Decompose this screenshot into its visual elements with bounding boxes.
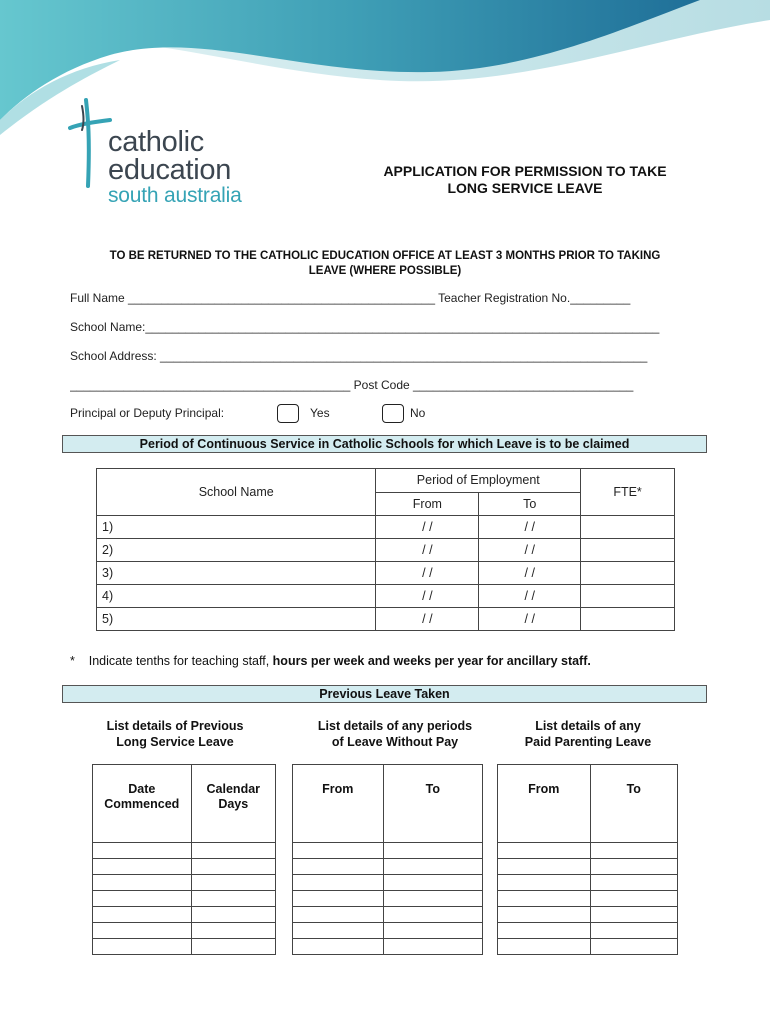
blank-entry-cell[interactable] bbox=[383, 907, 482, 923]
logo-text-catholic: catholic bbox=[108, 126, 204, 158]
blank-entry-cell[interactable] bbox=[498, 939, 591, 955]
blank-entry-cell[interactable] bbox=[590, 843, 677, 859]
blank-entry-cell[interactable] bbox=[191, 891, 275, 907]
to-date-cell[interactable]: / / bbox=[479, 516, 581, 539]
table-row bbox=[97, 562, 675, 585]
return-instruction bbox=[60, 249, 710, 279]
col-date-commenced-line2: Commenced bbox=[104, 797, 180, 811]
return-note-line-1: TO BE RETURNED TO THE CATHOLIC EDUCATION OFFICE AT LEAST 3 MONTHS PRIOR TO TAKING bbox=[109, 250, 661, 262]
table-row bbox=[498, 891, 678, 907]
group-long-service-heading bbox=[85, 718, 265, 750]
fte-cell[interactable] bbox=[581, 585, 675, 608]
col-to: To bbox=[479, 492, 581, 516]
col-fte: FTE* bbox=[581, 469, 675, 516]
blank-entry-cell[interactable] bbox=[383, 923, 482, 939]
blank-entry-cell[interactable] bbox=[498, 875, 591, 891]
blank-entry-cell[interactable] bbox=[590, 875, 677, 891]
table-row bbox=[498, 875, 678, 891]
blank-entry-cell[interactable] bbox=[293, 843, 384, 859]
blank-entry-cell[interactable] bbox=[498, 907, 591, 923]
school-address-field[interactable]: School Address: _________________________________________________________________________ bbox=[70, 349, 648, 363]
blank-entry-cell[interactable] bbox=[191, 859, 275, 875]
col-lwop-from: From bbox=[293, 765, 384, 843]
col-from: From bbox=[376, 492, 479, 516]
yes-label: Yes bbox=[310, 406, 330, 420]
col-calendar-days bbox=[191, 765, 275, 843]
col-calendar-days-line1: Calendar bbox=[206, 782, 261, 796]
blank-entry-cell[interactable] bbox=[191, 939, 275, 955]
blank-entry-cell[interactable] bbox=[93, 843, 192, 859]
logo-text-education: education bbox=[108, 154, 232, 186]
blank-entry-cell[interactable] bbox=[383, 859, 482, 875]
blank-entry-cell[interactable] bbox=[191, 843, 275, 859]
table-row bbox=[93, 939, 276, 955]
to-date-cell[interactable]: / / bbox=[479, 585, 581, 608]
table-row bbox=[498, 859, 678, 875]
service-section-heading: Period of Continuous Service in Catholic Schools for which Leave is to be claimed bbox=[62, 435, 707, 453]
group3-title-line2: Paid Parenting Leave bbox=[524, 735, 652, 749]
blank-entry-cell[interactable] bbox=[498, 923, 591, 939]
table-row bbox=[293, 843, 483, 859]
table-row bbox=[93, 843, 276, 859]
from-date-cell[interactable]: / / bbox=[376, 516, 479, 539]
blank-entry-cell[interactable] bbox=[293, 891, 384, 907]
blank-entry-cell[interactable] bbox=[383, 843, 482, 859]
to-date-cell[interactable]: / / bbox=[479, 539, 581, 562]
row-number[interactable]: 1) bbox=[97, 516, 376, 539]
table-row bbox=[93, 907, 276, 923]
blank-entry-cell[interactable] bbox=[93, 859, 192, 875]
blank-entry-cell[interactable] bbox=[498, 859, 591, 875]
table-row bbox=[97, 585, 675, 608]
blank-entry-cell[interactable] bbox=[590, 907, 677, 923]
fte-cell[interactable] bbox=[581, 608, 675, 631]
blank-entry-cell[interactable] bbox=[93, 923, 192, 939]
footnote-prefix: * Indicate tenths for teaching staff, bbox=[70, 654, 273, 668]
to-date-cell[interactable]: / / bbox=[479, 562, 581, 585]
group3-title-line1: List details of any bbox=[535, 719, 641, 733]
no-checkbox[interactable] bbox=[382, 404, 404, 423]
from-date-cell[interactable]: / / bbox=[376, 585, 479, 608]
blank-entry-cell[interactable] bbox=[383, 875, 482, 891]
principal-label: Principal or Deputy Principal: bbox=[70, 406, 225, 420]
blank-entry-cell[interactable] bbox=[293, 875, 384, 891]
logo-text-south-australia: south australia bbox=[108, 184, 242, 207]
table-row bbox=[93, 923, 276, 939]
no-label: No bbox=[410, 406, 426, 420]
col-parenting-to: To bbox=[590, 765, 677, 843]
table-row bbox=[498, 843, 678, 859]
post-code-field[interactable]: __________________________________________ Post Code _________________________________ bbox=[70, 378, 634, 392]
title-line-2: LONG SERVICE LEAVE bbox=[447, 180, 603, 196]
group-leave-without-pay-heading bbox=[290, 718, 500, 750]
blank-entry-cell[interactable] bbox=[93, 907, 192, 923]
blank-entry-cell[interactable] bbox=[293, 859, 384, 875]
footnote-bold: hours per week and weeks per year for ancillary staff. bbox=[272, 654, 591, 668]
blank-entry-cell[interactable] bbox=[590, 939, 677, 955]
group-parenting-leave-heading bbox=[498, 718, 678, 750]
fte-footnote bbox=[70, 654, 591, 668]
group1-title-line1: List details of Previous bbox=[106, 719, 244, 733]
col-lwop-to: To bbox=[383, 765, 482, 843]
blank-entry-cell[interactable] bbox=[191, 907, 275, 923]
leave-without-pay-table bbox=[292, 764, 483, 955]
return-note-line-2: LEAVE (WHERE POSSIBLE) bbox=[308, 265, 462, 277]
from-date-cell[interactable]: / / bbox=[376, 608, 479, 631]
col-period-of-employment: Period of Employment bbox=[376, 469, 581, 493]
previous-leave-heading: Previous Leave Taken bbox=[62, 685, 707, 703]
header-wave-banner bbox=[0, 0, 770, 140]
blank-entry-cell[interactable] bbox=[93, 939, 192, 955]
blank-rows bbox=[293, 843, 483, 955]
table-row bbox=[93, 875, 276, 891]
table-row bbox=[498, 923, 678, 939]
row-number[interactable]: 3) bbox=[97, 562, 376, 585]
blank-entry-cell[interactable] bbox=[383, 891, 482, 907]
blank-entry-cell[interactable] bbox=[93, 891, 192, 907]
table-row bbox=[293, 907, 483, 923]
col-date-commenced-line1: Date bbox=[128, 782, 156, 796]
table-row bbox=[93, 859, 276, 875]
table-row bbox=[498, 939, 678, 955]
service-table bbox=[96, 468, 675, 631]
table-row bbox=[498, 907, 678, 923]
blank-entry-cell[interactable] bbox=[590, 923, 677, 939]
school-name-field[interactable]: School Name:_____________________________________________________________________________ bbox=[70, 320, 660, 334]
row-number[interactable]: 4) bbox=[97, 585, 376, 608]
from-date-cell[interactable]: / / bbox=[376, 562, 479, 585]
blank-entry-cell[interactable] bbox=[293, 939, 384, 955]
group1-title-line2: Long Service Leave bbox=[116, 735, 234, 749]
blank-rows bbox=[498, 843, 678, 955]
blank-entry-cell[interactable] bbox=[383, 939, 482, 955]
row-number[interactable]: 5) bbox=[97, 608, 376, 631]
document-title bbox=[340, 163, 710, 197]
col-date-commenced bbox=[93, 765, 192, 843]
table-row bbox=[293, 939, 483, 955]
group2-title-line2: of Leave Without Pay bbox=[331, 735, 459, 749]
long-service-leave-table bbox=[92, 764, 276, 955]
row-number[interactable]: 2) bbox=[97, 539, 376, 562]
fte-cell[interactable] bbox=[581, 562, 675, 585]
blank-entry-cell[interactable] bbox=[93, 875, 192, 891]
blank-entry-cell[interactable] bbox=[498, 891, 591, 907]
from-date-cell[interactable]: / / bbox=[376, 539, 479, 562]
col-school-name: School Name bbox=[97, 469, 376, 516]
table-row bbox=[293, 891, 483, 907]
blank-entry-cell[interactable] bbox=[590, 891, 677, 907]
full-name-field[interactable]: Full Name ______________________________________________ Teacher Registration No._________ bbox=[70, 291, 631, 305]
table-row bbox=[93, 891, 276, 907]
blank-entry-cell[interactable] bbox=[590, 859, 677, 875]
blank-entry-cell[interactable] bbox=[293, 923, 384, 939]
table-row bbox=[293, 859, 483, 875]
table-row bbox=[97, 608, 675, 631]
cross-logo-icon bbox=[68, 98, 112, 188]
col-parenting-from: From bbox=[498, 765, 591, 843]
parenting-leave-table bbox=[497, 764, 678, 955]
table-row bbox=[97, 539, 675, 562]
yes-checkbox[interactable] bbox=[277, 404, 299, 423]
blank-entry-cell[interactable] bbox=[191, 875, 275, 891]
blank-entry-cell[interactable] bbox=[293, 907, 384, 923]
col-calendar-days-line2: Days bbox=[218, 797, 249, 811]
table-row bbox=[293, 875, 483, 891]
fte-cell[interactable] bbox=[581, 539, 675, 562]
blank-entry-cell[interactable] bbox=[191, 923, 275, 939]
fte-cell[interactable] bbox=[581, 516, 675, 539]
title-line-1: APPLICATION FOR PERMISSION TO TAKE bbox=[383, 163, 667, 179]
to-date-cell[interactable]: / / bbox=[479, 608, 581, 631]
blank-rows bbox=[93, 843, 276, 955]
table-row bbox=[97, 516, 675, 539]
table-row bbox=[293, 923, 483, 939]
group2-title-line1: List details of any periods bbox=[317, 719, 473, 733]
blank-entry-cell[interactable] bbox=[498, 843, 591, 859]
